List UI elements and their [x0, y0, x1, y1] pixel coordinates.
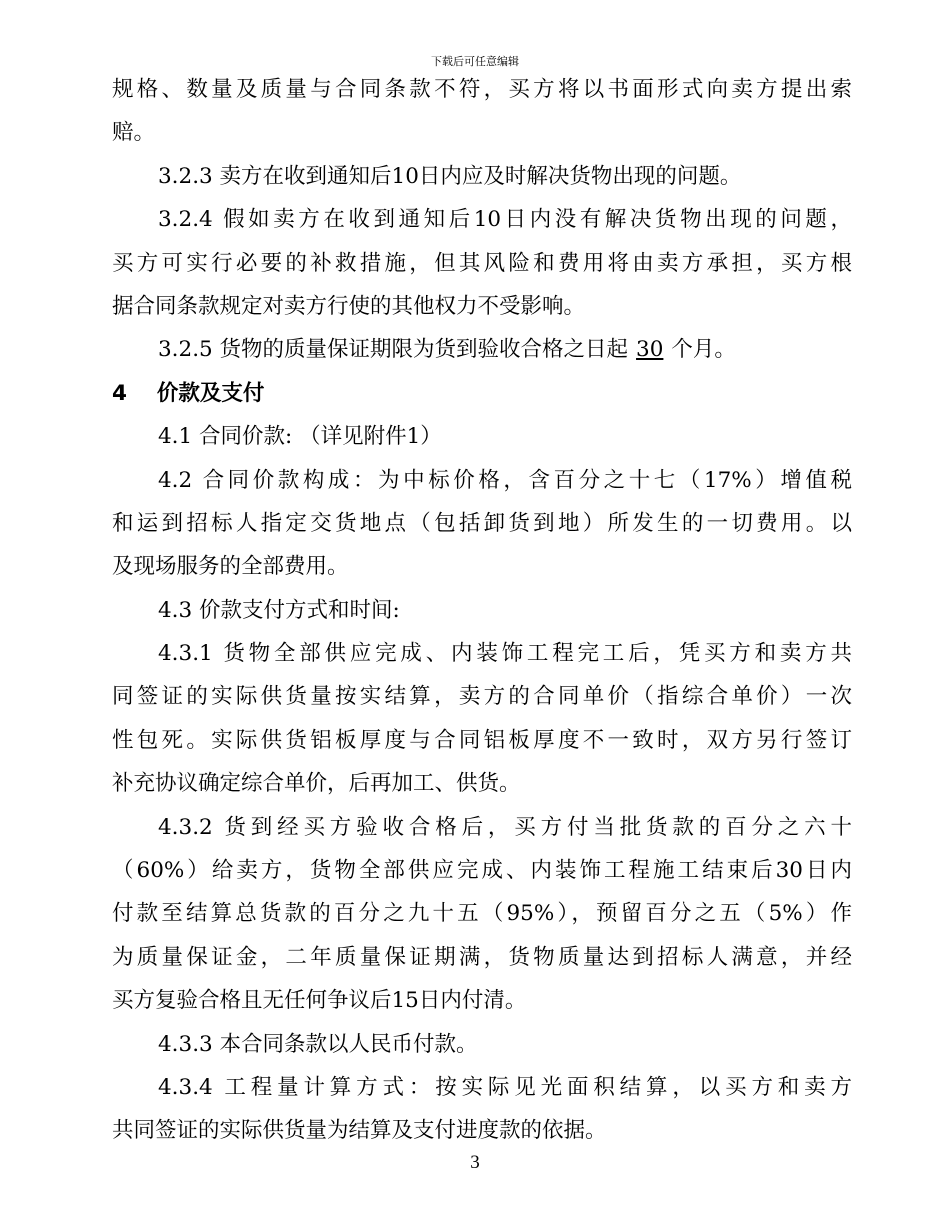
paragraph-line: （60%）给卖方，货物全部供应完成、内装饰工程施工结束后30日内 — [112, 858, 852, 884]
clause-3-2-5-unit: 个月。 — [671, 337, 736, 363]
paragraph-line: 和运到招标人指定交货地点（包括卸货到地）所发生的一切费用。以 — [112, 510, 852, 536]
paragraph-line: 及现场服务的全部费用。 — [112, 554, 349, 580]
section-4-heading — [112, 372, 852, 415]
paragraph-line: 共同签证的实际供货量为结算及支付进度款的依据。 — [112, 1118, 607, 1144]
clause-3-2-3: 3.2.3 卖方在收到通知后10日内应及时解决货物出现的问题。 — [158, 163, 742, 189]
clause-3-2-5 — [112, 328, 852, 371]
paragraph-line: 据合同条款规定对卖方行使的其他权力不受影响。 — [112, 293, 586, 319]
paragraph-line: 付款至结算总货款的百分之九十五（95%），预留百分之五（5%）作 — [112, 901, 852, 927]
section-title: 价款及支付 — [156, 380, 265, 406]
clause-4-3: 4.3 价款支付方式和时间: — [158, 597, 400, 623]
paragraph-line: 买方复验合格且无任何争议后15日内付清。 — [112, 988, 527, 1014]
paragraph-line: 同签证的实际供货量按实结算，卖方的合同单价（指综合单价）一次 — [112, 684, 852, 710]
clause-3-2-5-text: 3.2.5 货物的质量保证期限为货到验收合格之日起 — [158, 337, 629, 363]
warranty-months-value: 30 — [636, 337, 664, 363]
section-number: 4 — [112, 380, 127, 406]
paragraph-line: 为质量保证金，二年质量保证期满，货物质量达到招标人满意，并经 — [112, 944, 852, 970]
clause-4-3-2: 4.3.2 货到经买方验收合格后，买方付当批货款的百分之六十 — [158, 814, 852, 840]
clause-3-2-4: 3.2.4 假如卖方在收到通知后10日内没有解决货物出现的问题， — [158, 207, 852, 233]
clause-4-2: 4.2 合同价款构成：为中标价格，含百分之十七（17%）增值税 — [158, 467, 852, 493]
paragraph-line: 规格、数量及质量与合同条款不符，买方将以书面形式向卖方提出索 — [112, 77, 852, 102]
clause-4-3-4: 4.3.4 工程量计算方式：按实际见光面积结算，以买方和卖方 — [158, 1074, 852, 1100]
paragraph-line: 赔。 — [112, 120, 156, 146]
paragraph-line: 补充协议确定综合单价，后再加工、供货。 — [112, 771, 521, 797]
page-number: 3 — [470, 1152, 480, 1173]
clause-4-3-1: 4.3.1 货物全部供应完成、内装饰工程完工后，凭买方和卖方共 — [158, 641, 852, 667]
clause-4-1: 4.1 合同价款: （详见附件1） — [158, 424, 442, 450]
paragraph-line: 买方可实行必要的补救措施，但其风险和费用将由卖方承担，买方根 — [112, 250, 852, 276]
clause-4-3-3: 4.3.3 本合同条款以人民币付款。 — [158, 1031, 478, 1057]
paragraph-line: 性包死。实际供货铝板厚度与合同铝板厚度不一致时，双方另行签订 — [112, 727, 852, 753]
contract-body — [112, 68, 852, 1153]
download-watermark-header: 下载后可任意编辑 — [431, 55, 519, 68]
